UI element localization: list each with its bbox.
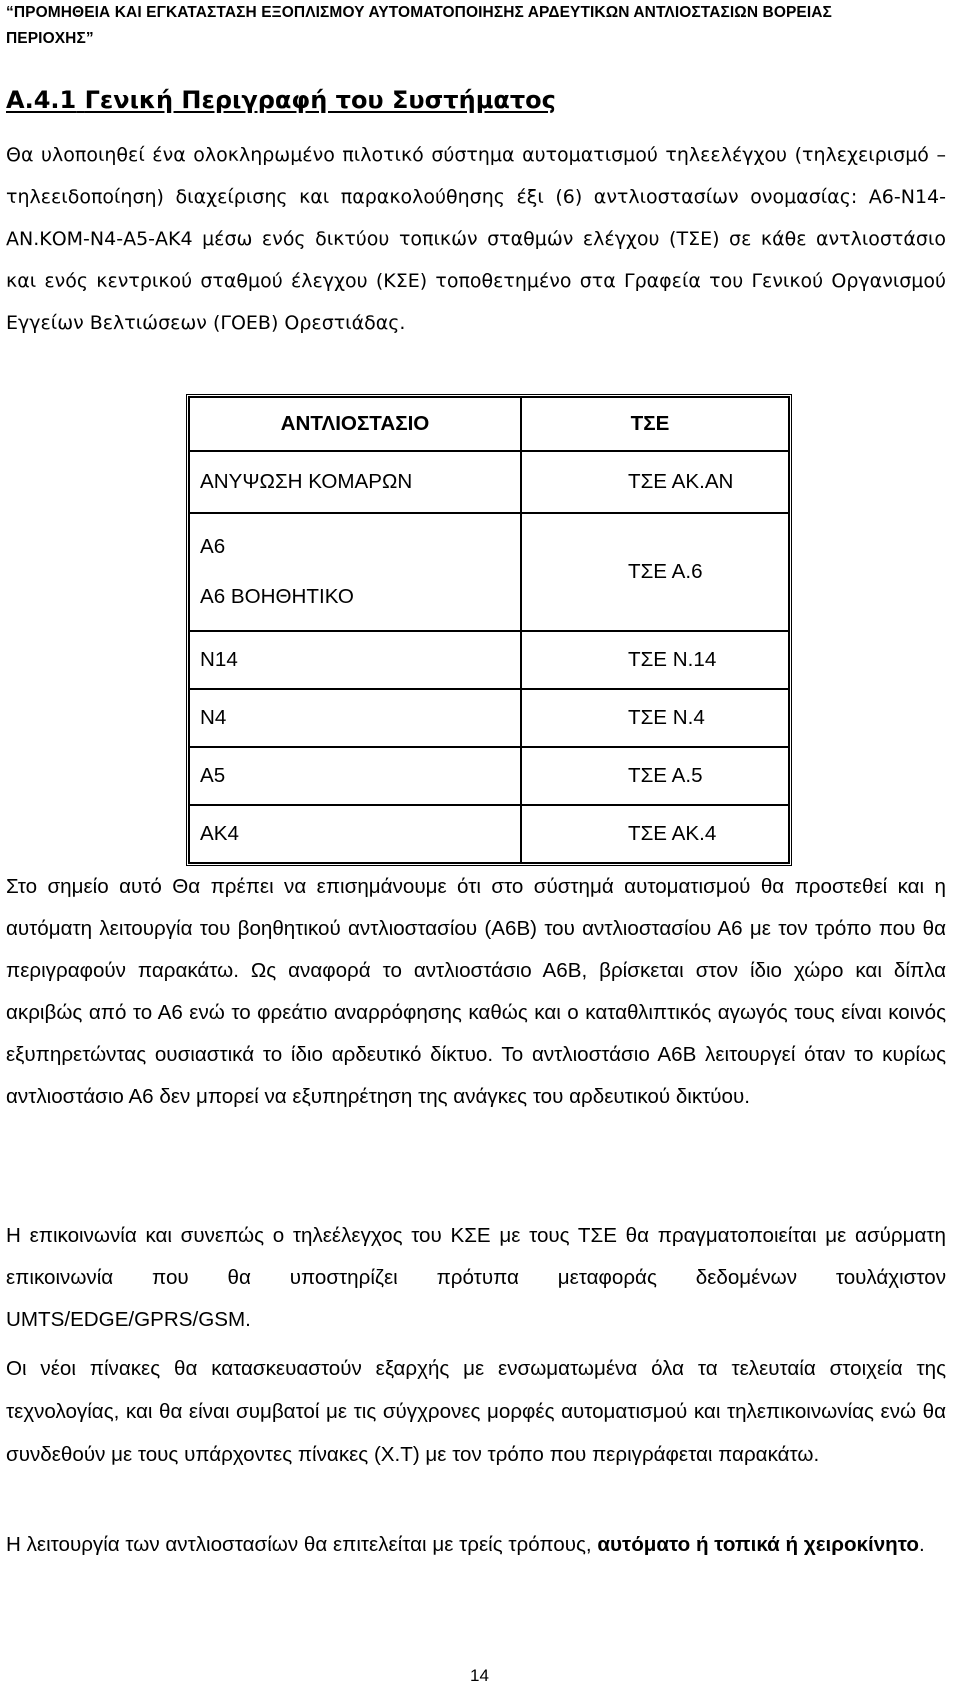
operation-suffix: . bbox=[918, 1533, 925, 1556]
table-row bbox=[189, 513, 789, 631]
tse-cell: ΤΣΕ ΑΚ.4 bbox=[521, 805, 789, 863]
table-row bbox=[189, 805, 789, 863]
tse-cell: ΤΣΕ Ν.14 bbox=[521, 631, 789, 689]
intro-paragraph: Θα υλοποιηθεί ένα ολοκληρωμένο πιλοτικό σύστημα αυτοματισμού τηλεελέγχου (τηλεχειρισμό – τηλεειδοποίηση) διαχείρισης και παρακολούθησης έξι (6) αντλιοστασίων ονομασίας: Α6-Ν14-ΑΝ.ΚΟΜ-Ν4-Α5-ΑΚ4 μέσω ενός δικτύου τοπικών σταθμών ελέγχου (ΤΣΕ) σε κάθε αντλιοστάσιο και ενός κεντρικού σταθμού έλεγχου (ΚΣΕ) τοποθετημένο στα Γραφεία του Γενικού Οργανισμού Εγγείων Βελτιώσεων (ΓΟΕΒ) Ορεστιάδας. bbox=[6, 144, 946, 334]
document-header: “ΠΡΟΜΗΘΕΙΑ ΚΑΙ ΕΓΚΑΤΑΣΤΑΣΗ ΕΞΟΠΛΙΣΜΟΥ ΑΥΤΟΜΑΤΟΠΟΙΗΣΗΣ ΑΡΔΕΥΤΙΚΩΝ ΑΝΤΛΙΟΣΤΑΣΙΩΝ ΒΟΡΕΙΑΣ ΠΕΡΙΟΧΗΣ” bbox=[6, 4, 832, 47]
section-heading bbox=[6, 82, 556, 118]
stations-table bbox=[186, 394, 792, 866]
tse-cell: ΤΣΕ Α.6 bbox=[521, 513, 789, 631]
tse-cell: ΤΣΕ Ν.4 bbox=[521, 689, 789, 747]
header-station: ΑΝΤΛΙΟΣΤΑΣΙΟ bbox=[189, 397, 521, 451]
station-cell: ΑΝΥΨΩΣΗ ΚΟΜΑΡΩΝ bbox=[189, 451, 521, 513]
station-cell: Ν14 bbox=[189, 631, 521, 689]
table-row bbox=[189, 689, 789, 747]
operation-modes-paragraph bbox=[6, 1524, 946, 1566]
communication-paragraph: Η επικοινωνία και συνεπώς ο τηλεέλεγχος του ΚΣΕ με τους ΤΣΕ θα πραγματοποιείται με ασύρματη επικοινωνία που θα υποστηρίζει πρότυπα μεταφοράς δεδομένων τουλάχιστον UMTS/EDGE/GPRS/GSM. bbox=[6, 1224, 946, 1331]
table-row bbox=[189, 631, 789, 689]
section-number: Α.4.1 bbox=[6, 86, 77, 114]
table-row bbox=[189, 747, 789, 805]
operation-text: Η λειτουργία των αντλιοστασίων θα επιτελείται με τρείς τρόπους, bbox=[6, 1533, 598, 1556]
table-row bbox=[189, 451, 789, 513]
station-cell: Ν4 bbox=[189, 689, 521, 747]
station-name: Α6 bbox=[200, 535, 226, 558]
tse-cell: ΤΣΕ Α.5 bbox=[521, 747, 789, 805]
station-cell: Α5 bbox=[189, 747, 521, 805]
header-tse: ΤΣΕ bbox=[521, 397, 789, 451]
operation-modes-bold: αυτόματο ή τοπικά ή χειροκίνητο bbox=[597, 1533, 919, 1556]
station-name-secondary: Α6 ΒΟΗΘΗΤΙΚΟ bbox=[200, 585, 354, 608]
section-title-text: Γενική Περιγραφή του Συστήματος bbox=[84, 86, 556, 114]
station-cell: ΑΚ4 bbox=[189, 805, 521, 863]
page-number: 14 bbox=[470, 1666, 489, 1685]
panels-paragraph: Οι νέοι πίνακες θα κατασκευαστούν εξαρχής με ενσωματωμένα όλα τα τελευταία στοιχεία της τεχνολογίας, και θα είναι συμβατοί με τις σύγχρονες μορφές αυτοματισμού και τηλεπικοινωνίας ενώ θα συνδεθούν με τους υπάρχοντες πίνακες (Χ.Τ) με τον τρόπο που περιγράφεται παρακάτω. bbox=[6, 1357, 946, 1466]
auxiliary-station-paragraph: Στο σημείο αυτό Θα πρέπει να επισημάνουμε ότι στο σύστημά αυτοματισμού θα προστεθεί και η αυτόματη λειτουργία του βοηθητικού αντλιοστασίου (Α6Β) του αντλιοστασίου Α6 με τον τρόπο που θα περιγραφούν παρακάτω. Ως αναφορά το αντλιοστάσιο Α6Β, βρίσκεται στον ίδιο χώρο και δίπλα ακριβώς από το Α6 ενώ το φρεάτιο αναρρόφησης καθώς και ο καταθλιπτικός αγωγός τους είναι κοινός εξυπηρετώντας ουσιαστικά το ίδιο αρδευτικό δίκτυο. Το αντλιοστάσιο Α6Β λειτουργεί όταν το κυρίως αντλιοστάσιο Α6 δεν μπορεί να εξυπηρέτηση της ανάγκες του αρδευτικού δικτύου. bbox=[6, 875, 946, 1108]
tse-cell: ΤΣΕ ΑΚ.ΑΝ bbox=[521, 451, 789, 513]
station-cell bbox=[189, 513, 521, 631]
table-header-row bbox=[189, 397, 789, 451]
stations-table-container bbox=[186, 394, 792, 866]
